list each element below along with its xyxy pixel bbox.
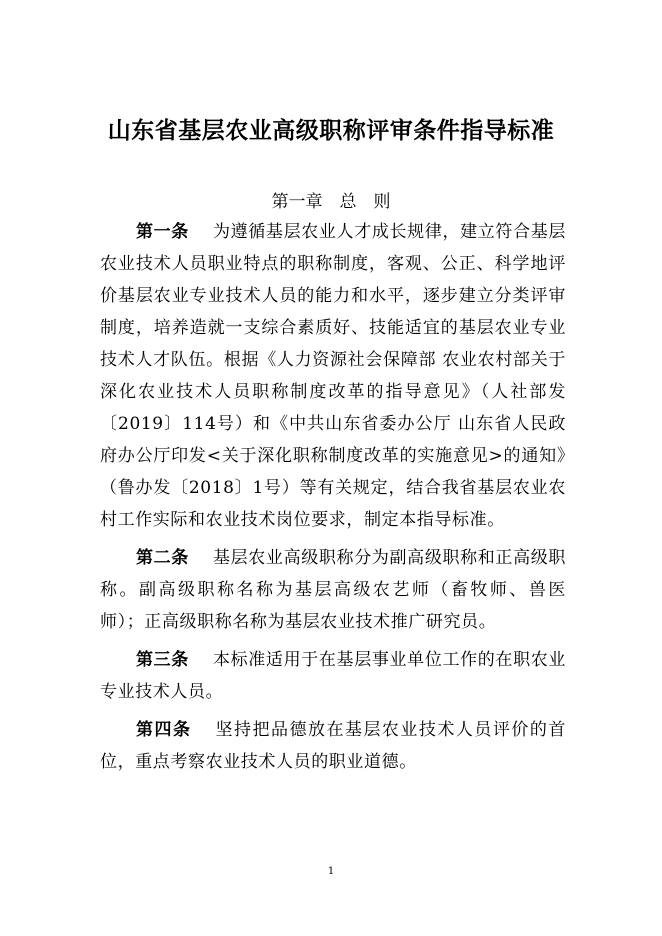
article-4 <box>100 714 566 778</box>
article-2 <box>100 542 566 638</box>
article-2-text: 基层农业高级职称分为副高级职称和正高级职称。副高级职称名称为基层高级农艺师（畜牧师、兽医师）；正高级职称名称为基层农业技术推广研究员。 <box>100 548 566 632</box>
article-1 <box>100 216 566 536</box>
article-4-text: 坚持把品德放在基层农业技术人员评价的首位，重点考察农业技术人员的职业道德。 <box>100 720 566 772</box>
article-3 <box>100 644 566 708</box>
article-3-label: 第三条 <box>136 650 189 670</box>
article-2-label: 第二条 <box>136 548 189 568</box>
article-1-text: 为遵循基层农业人才成长规律，建立符合基层农业技术人员职业特点的职称制度，客观、公正、科学地评价基层农业专业技术人员的能力和水平，逐步建立分类评审制度，培养造就一支综合素质好、技能适宜的基层农业专业技术人才队伍。根据《人力资源社会保障部 农业农村部关于深化农业技术人员职称制度改革的指导意见》（人社部发〔2019〕114号）和《中共山东省委办公厅 山东省人民政府办公厅印发<关于深化职称制度改革的实施意见>的通知》（鲁办发〔2018〕1号）等有关规定，结合我省基层农业农村工作实际和农业技术岗位要求，制定本指导标准。 <box>100 222 566 530</box>
chapter-heading: 第一章 总 则 <box>271 192 391 212</box>
article-4-label: 第四条 <box>136 720 192 740</box>
article-3-text: 本标准适用于在基层事业单位工作的在职农业专业技术人员。 <box>100 650 566 702</box>
document-body <box>100 216 566 778</box>
document-title: 山东省基层农业高级职称评审条件指导标准 <box>107 117 555 144</box>
article-1-label: 第一条 <box>136 222 189 242</box>
page-number: 1 <box>327 866 335 877</box>
